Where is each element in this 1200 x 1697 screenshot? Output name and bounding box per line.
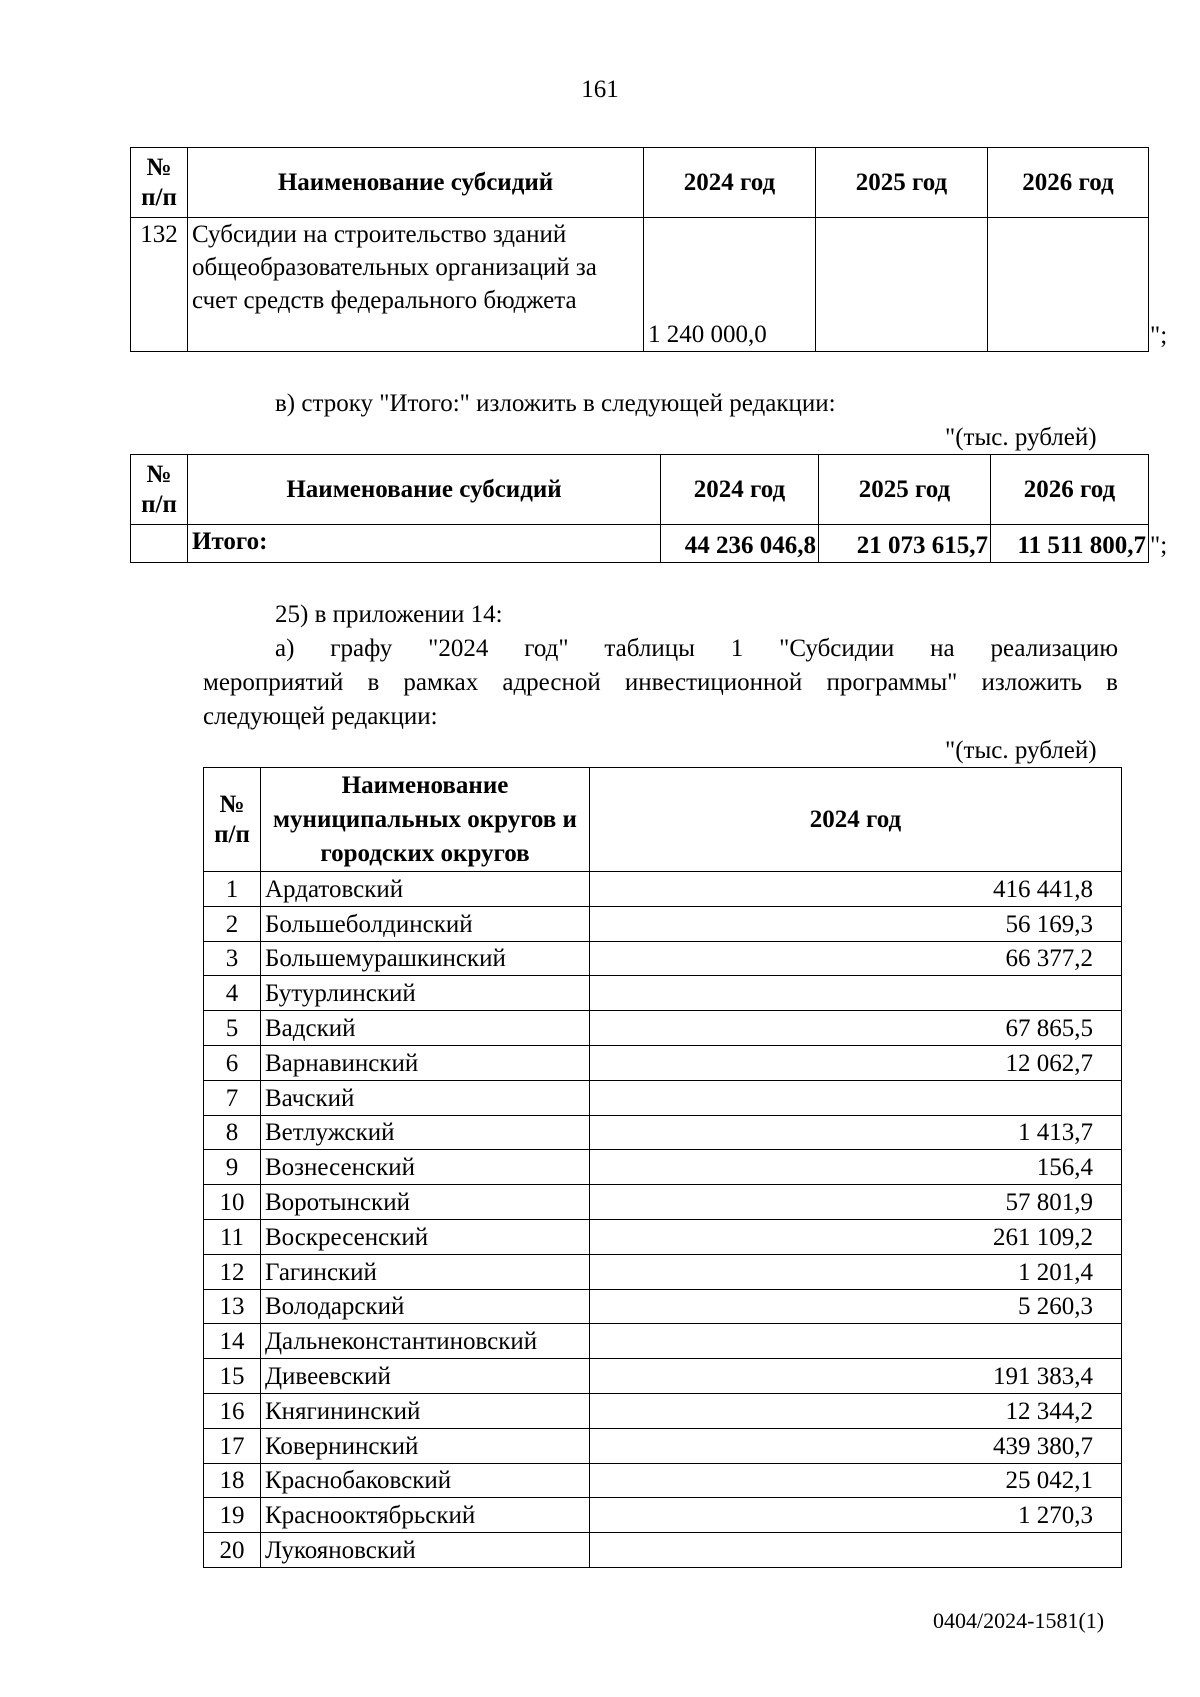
table-row <box>204 1533 1122 1568</box>
paragraph-a-line3: следующей редакции: <box>203 703 438 730</box>
row-value-2026 <box>988 218 1149 352</box>
row-number: 6 <box>204 1045 261 1080</box>
row-number: 16 <box>204 1393 261 1428</box>
row-value-2024 <box>590 1533 1122 1568</box>
row-number: 17 <box>204 1428 261 1463</box>
row-number: 10 <box>204 1185 261 1220</box>
header-number: № п/п <box>131 148 188 218</box>
header-name: Наименование субсидий <box>188 455 661 525</box>
table-row <box>204 941 1122 976</box>
row-number: 19 <box>204 1498 261 1533</box>
row-number: 7 <box>204 1080 261 1115</box>
header-2024: 2024 год <box>644 148 816 218</box>
table-row <box>204 976 1122 1011</box>
row-municipality: Лукояновский <box>261 1533 590 1568</box>
row-municipality: Ветлужский <box>261 1115 590 1150</box>
row-number: 8 <box>204 1115 261 1150</box>
table-row <box>204 1150 1122 1185</box>
total-2026: 11 511 800,7 <box>991 525 1149 563</box>
total-number <box>131 525 188 563</box>
units-label-2: "(тыс. рублей) <box>945 737 1097 764</box>
table-row <box>204 1185 1122 1220</box>
table-row <box>204 1254 1122 1289</box>
header-2024: 2024 год <box>661 455 819 525</box>
row-number: 12 <box>204 1254 261 1289</box>
table-row <box>204 1359 1122 1394</box>
row-municipality: Княгининский <box>261 1393 590 1428</box>
row-number: 13 <box>204 1289 261 1324</box>
row-value-2024: 1 201,4 <box>590 1254 1122 1289</box>
table2-closing-quote: "; <box>1150 532 1168 559</box>
row-number: 5 <box>204 1011 261 1046</box>
row-municipality: Вадский <box>261 1011 590 1046</box>
header-number: № п/п <box>204 768 261 872</box>
header-number: № п/п <box>131 455 188 525</box>
subsidies-total-table <box>130 454 1149 563</box>
paragraph-25: 25) в приложении 14: <box>275 601 503 628</box>
total-2025: 21 073 615,7 <box>819 525 991 563</box>
row-number: 3 <box>204 941 261 976</box>
table-row <box>204 1045 1122 1080</box>
row-value-2024: 5 260,3 <box>590 1289 1122 1324</box>
table-row <box>204 1463 1122 1498</box>
row-number: 2 <box>204 906 261 941</box>
table-row <box>204 1011 1122 1046</box>
row-value-2024: 67 865,5 <box>590 1011 1122 1046</box>
row-municipality: Краснобаковский <box>261 1463 590 1498</box>
units-label-1: "(тыс. рублей) <box>945 424 1097 451</box>
row-municipality: Ковернинский <box>261 1428 590 1463</box>
header-2024: 2024 год <box>590 768 1122 872</box>
page-number: 161 <box>581 76 619 103</box>
row-municipality: Гагинский <box>261 1254 590 1289</box>
row-number: 9 <box>204 1150 261 1185</box>
table-row <box>204 1324 1122 1359</box>
row-municipality: Варнавинский <box>261 1045 590 1080</box>
paragraph-a-line2: мероприятий в рамках адресной инвестиционной программы" изложить в <box>203 669 1118 696</box>
row-value-2024: 25 042,1 <box>590 1463 1122 1498</box>
row-value-2024: 416 441,8 <box>590 872 1122 907</box>
row-number: 15 <box>204 1359 261 1394</box>
table-row <box>204 1289 1122 1324</box>
row-municipality: Дальнеконстантиновский <box>261 1324 590 1359</box>
row-value-2024: 439 380,7 <box>590 1428 1122 1463</box>
header-2025: 2025 год <box>816 148 988 218</box>
row-value-2024: 1 270,3 <box>590 1498 1122 1533</box>
row-municipality: Володарский <box>261 1289 590 1324</box>
table-row <box>204 1115 1122 1150</box>
header-2026: 2026 год <box>988 148 1149 218</box>
total-2024: 44 236 046,8 <box>661 525 819 563</box>
table-row <box>204 1393 1122 1428</box>
row-number: 132 <box>131 218 188 352</box>
row-municipality: Большемурашкинский <box>261 941 590 976</box>
row-number: 4 <box>204 976 261 1011</box>
document-code: 0404/2024-1581(1) <box>933 1608 1105 1633</box>
header-2025: 2025 год <box>819 455 991 525</box>
row-municipality: Большеболдинский <box>261 906 590 941</box>
row-value-2024: 56 169,3 <box>590 906 1122 941</box>
row-number: 20 <box>204 1533 261 1568</box>
row-value-2024 <box>590 1324 1122 1359</box>
row-value-2024: 1 240 000,0 <box>644 218 816 352</box>
municipal-table <box>203 767 1122 1568</box>
row-value-2024: 1 413,7 <box>590 1115 1122 1150</box>
total-label: Итого: <box>188 525 661 563</box>
table-row <box>204 906 1122 941</box>
row-value-2024: 57 801,9 <box>590 1185 1122 1220</box>
row-value-2025 <box>816 218 988 352</box>
row-municipality: Ардатовский <box>261 872 590 907</box>
row-municipality: Воротынский <box>261 1185 590 1220</box>
table-row <box>204 1428 1122 1463</box>
row-value-2024 <box>590 1080 1122 1115</box>
row-number: 18 <box>204 1463 261 1498</box>
header-2026: 2026 год <box>991 455 1149 525</box>
table-row <box>204 1498 1122 1533</box>
subsidies-table-1 <box>130 147 1149 352</box>
table-row <box>204 872 1122 907</box>
row-municipality: Краснооктябрьский <box>261 1498 590 1533</box>
row-value-2024: 12 344,2 <box>590 1393 1122 1428</box>
row-value-2024: 191 383,4 <box>590 1359 1122 1394</box>
row-value-2024 <box>590 976 1122 1011</box>
row-value-2024: 12 062,7 <box>590 1045 1122 1080</box>
row-municipality: Бутурлинский <box>261 976 590 1011</box>
row-name: Субсидии на строительство зданий общеобразовательных организаций за счет средств федерального бюджета <box>188 218 644 352</box>
row-municipality: Вачский <box>261 1080 590 1115</box>
row-value-2024: 156,4 <box>590 1150 1122 1185</box>
table1-closing-quote: "; <box>1150 322 1168 349</box>
row-value-2024: 261 109,2 <box>590 1219 1122 1254</box>
row-municipality: Воскресенский <box>261 1219 590 1254</box>
header-municipality: Наименование муниципальных округов и городских округов <box>261 768 590 872</box>
row-number: 1 <box>204 872 261 907</box>
row-municipality: Вознесенский <box>261 1150 590 1185</box>
header-name: Наименование субсидий <box>188 148 644 218</box>
table-row <box>204 1219 1122 1254</box>
row-number: 14 <box>204 1324 261 1359</box>
row-value-2024: 66 377,2 <box>590 941 1122 976</box>
paragraph-a-line1: а) графу "2024 год" таблицы 1 "Субсидии на реализацию <box>275 635 1118 662</box>
row-number: 11 <box>204 1219 261 1254</box>
paragraph-v: в) строку "Итого:" изложить в следующей редакции: <box>275 390 836 417</box>
row-municipality: Дивеевский <box>261 1359 590 1394</box>
table-row <box>204 1080 1122 1115</box>
